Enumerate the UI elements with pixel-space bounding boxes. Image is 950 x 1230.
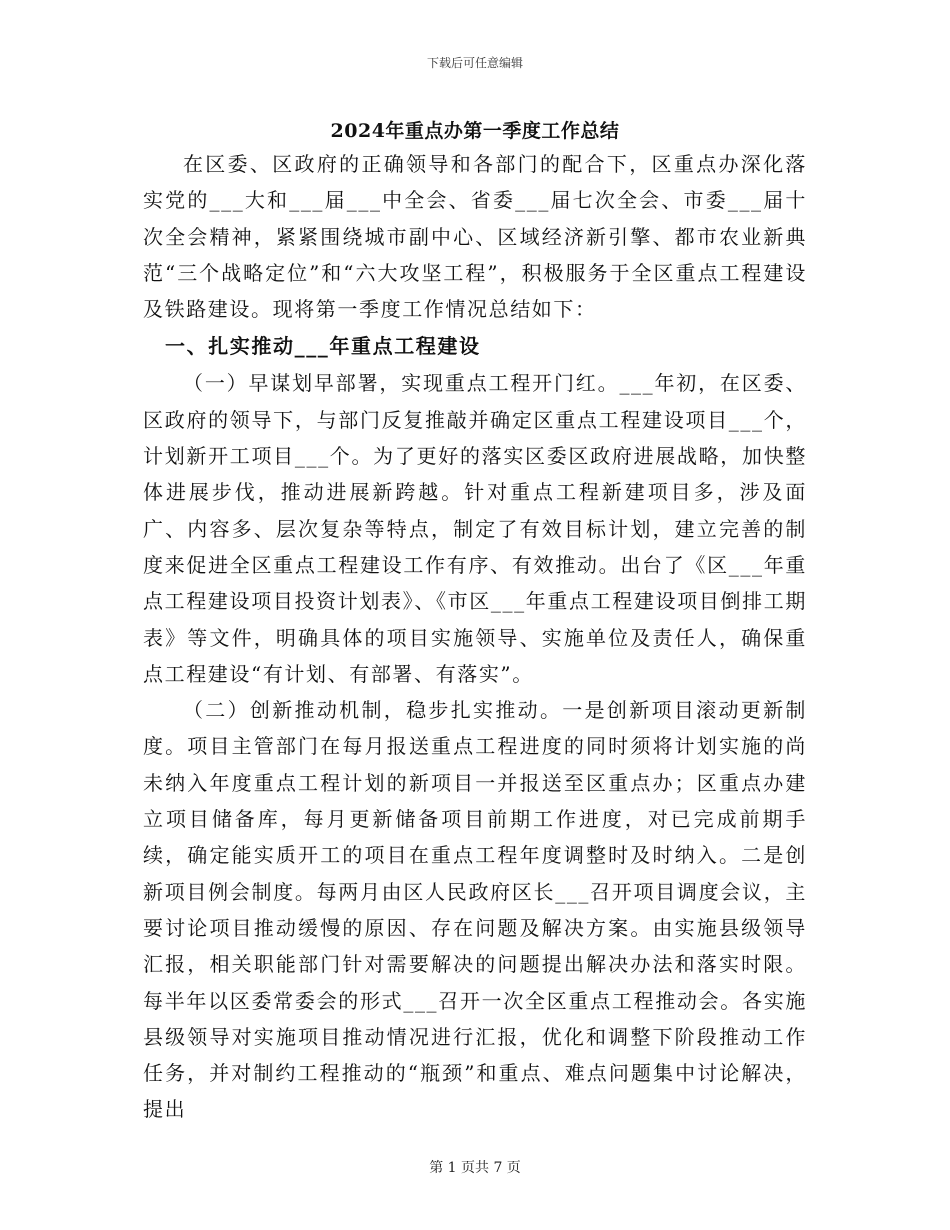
document-title: 2024年重点办第一季度工作总结 <box>330 120 620 142</box>
header-note: 下载后可任意编辑 <box>426 56 523 70</box>
document-body <box>143 146 807 1128</box>
page-indicator: 第 1 页共 7 页 <box>429 1160 521 1176</box>
intro-paragraph: 在区委、区政府的正确领导和各部门的配合下，区重点办深化落实党的___大和___届___中全会、省委___届七次全会、市委___届十次全会精神，紧紧围绕城市副中心、区域经济新引擎、都市农业新典范“三个战略定位”和“六大攻坚工程”，积极服务于全区重点工程建设及铁路建设。现将第一季度工作情况总结如下： <box>143 152 807 322</box>
section-paragraph-1: （一）早谋划早部署，实现重点工程开门红。___年初，在区委、区政府的领导下，与部门反复推敲并确定区重点工程建设项目___个，计划新开工项目___个。为了更好的落实区委区政府进展战略，加快整体进展步伐，推动进展新跨越。针对重点工程新建项目多，涉及面广、内容多、层次复杂等特点，制定了有效目标计划，建立完善的制度来促进全区重点工程建设工作有序、有效推动。出台了《区___年重点工程建设项目投资计划表》、《市区___年重点工程建设项目倒排工期表》等文件，明确具体的项目实施领导、实施单位及责任人，确保重点工程建设“有计划、有部署、有落实”。 <box>143 371 807 686</box>
section-heading: 一、扎实推动___年重点工程建设 <box>165 334 481 359</box>
section-paragraph-2: （二）创新推动机制，稳步扎实推动。一是创新项目滚动更新制度。项目主管部门在每月报送重点工程进度的同时须将计划实施的尚未纳入年度重点工程计划的新项目一并报送至区重点办；区重点办建立项目储备库，每月更新储备项目前期工作进度，对已完成前期手续，确定能实质开工的项目在重点工程年度调整时及时纳入。二是创新项目例会制度。每两月由区人民政府区长___召开项目调度会议，主要讨论项目推动缓慢的原因、存在问题及解决方案。由实施县级领导汇报，相关职能部门针对需要解决的问题提出解决办法和落实时限。每半年以区委常委会的形式___召开一次全区重点工程推动会。各实施县级领导对实施项目推动情况进行汇报，优化和调整下阶段推动工作任务，并对制约工程推动的“瓶颈”和重点、难点问题集中讨论解决，提出 <box>143 698 807 1122</box>
